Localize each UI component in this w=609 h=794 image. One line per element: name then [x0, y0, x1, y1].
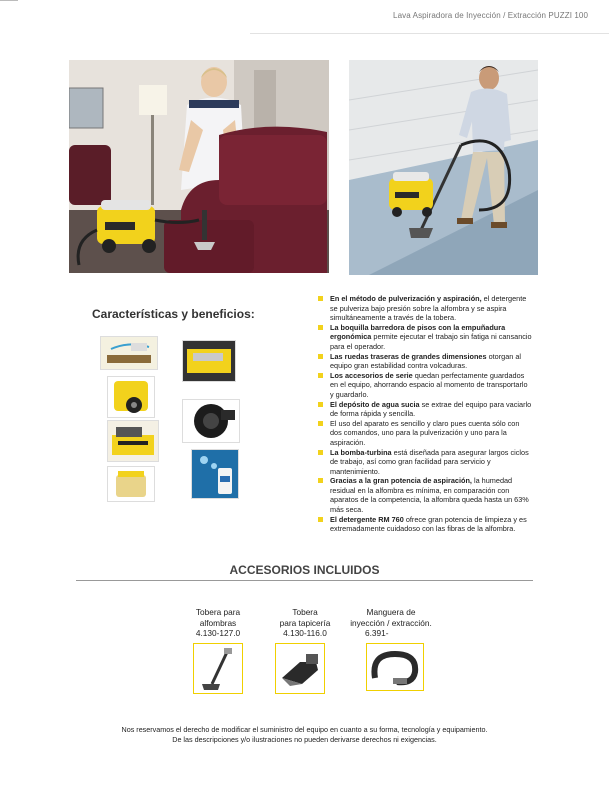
- carpet-nozzle-image: [193, 643, 243, 694]
- accessory-part-number: 6.391-: [365, 628, 389, 638]
- accessory-part-number: 4.130-127.0: [195, 628, 241, 638]
- accessory-name-line2: para tapicería: [279, 617, 331, 628]
- header-rule: [250, 33, 609, 34]
- bullet-square-icon: [318, 296, 323, 301]
- bullet-square-icon: [318, 354, 323, 359]
- accessories-divider: [76, 580, 533, 581]
- upholstery-nozzle-image: [275, 643, 325, 694]
- woman-cleaning-armchair-photo: [69, 60, 329, 273]
- accessory-name-line2: alfombras: [199, 617, 237, 628]
- features-heading: Características y beneficios:: [92, 307, 255, 321]
- features-list: [318, 294, 532, 534]
- bullet-square-icon: [318, 450, 323, 455]
- bullet-square-icon: [318, 478, 323, 483]
- detergent-rm760-thumbnail: [191, 449, 239, 499]
- accessory-carpet-nozzle-label: [178, 607, 258, 639]
- accessories-title: ACCESORIOS INCLUIDOS: [229, 563, 380, 577]
- feature-item: Gracias a la gran potencia de aspiración, la humedad residual en la alfombra es mínima, en comparación con aparatos de la competencia, la alfombra queda hasta un 63% más seca.: [318, 476, 532, 514]
- feature-item: El detergente RM 760 ofrece gran potencia de limpieza y es extremadamente cuidadoso con las fibras de la alfombra.: [318, 515, 532, 534]
- page-header: [0, 0, 609, 34]
- disclaimer-line-2: De las descripciones y/o ilustraciones no pueden derivarse derechos ni exigencias.: [172, 735, 437, 744]
- accessory-name-line1: Manguera de: [366, 607, 416, 617]
- machine-top-thumbnail: [182, 340, 236, 382]
- header-title: Lava Aspiradora de Inyección / Extracción PUZZI 100: [393, 11, 588, 20]
- bullet-square-icon: [318, 517, 323, 522]
- dirty-water-tank-thumbnail: [107, 466, 155, 502]
- feature-item: En el método de pulverización y aspiración, el detergente se pulveriza bajo presión sobre la alfombra y se aspira simultáneamente a través de la tobera.: [318, 294, 532, 323]
- spray-tool-thumbnail: [100, 336, 158, 370]
- feature-item: Las ruedas traseras de grandes dimensiones otorgan al equipo gran estabilidad contra volcaduras.: [318, 352, 532, 371]
- feature-item: La bomba-turbina está diseñada para asegurar largos ciclos de trabajo, así como gran facilidad para servicio y mantenimiento.: [318, 448, 532, 477]
- accessory-name-line2: inyección / extracción.: [350, 617, 432, 628]
- feature-item: Los accesorios de serie quedan perfectamente guardados en el equipo, ahorrando espacio al momento de transportarlo y guardarlo.: [318, 371, 532, 400]
- feature-item: La boquilla barredora de pisos con la empuñadura ergonómica permite ejecutar el trabajo sin fatiga ni cansancio para el operador.: [318, 323, 532, 352]
- bullet-square-icon: [318, 325, 323, 330]
- disclaimer-line-1: Nos reservamos el derecho de modificar el suministro del equipo en cuanto a su forma, tecnología y equipamiento.: [121, 725, 488, 734]
- hose-image: [366, 643, 424, 691]
- rear-wheels-thumbnail: [107, 376, 155, 418]
- bullet-square-icon: [318, 421, 323, 426]
- accessory-part-number: 4.130-116.0: [283, 628, 327, 638]
- accessory-name-line1: Tobera: [292, 607, 318, 617]
- bullet-square-icon: [318, 373, 323, 378]
- feature-item: El uso del aparato es sencillo y claro pues cuenta sólo con dos comandos, uno para la pulverización y uno para la aspiración.: [318, 419, 532, 448]
- turbine-pump-thumbnail: [182, 399, 240, 443]
- feature-item: El depósito de agua sucia se extrae del equipo para vaciarlo de forma rápida y sencilla.: [318, 400, 532, 419]
- accessory-hose-label: [343, 607, 439, 639]
- accessory-name-line1: Tobera para: [195, 607, 241, 617]
- bullet-square-icon: [318, 402, 323, 407]
- accessory-storage-thumbnail: [107, 420, 159, 462]
- accessory-upholstery-nozzle-label: [263, 607, 347, 639]
- header-rule-left: [0, 0, 18, 1]
- man-cleaning-floor-photo: [349, 60, 538, 275]
- disclaimer-footer: [0, 725, 609, 745]
